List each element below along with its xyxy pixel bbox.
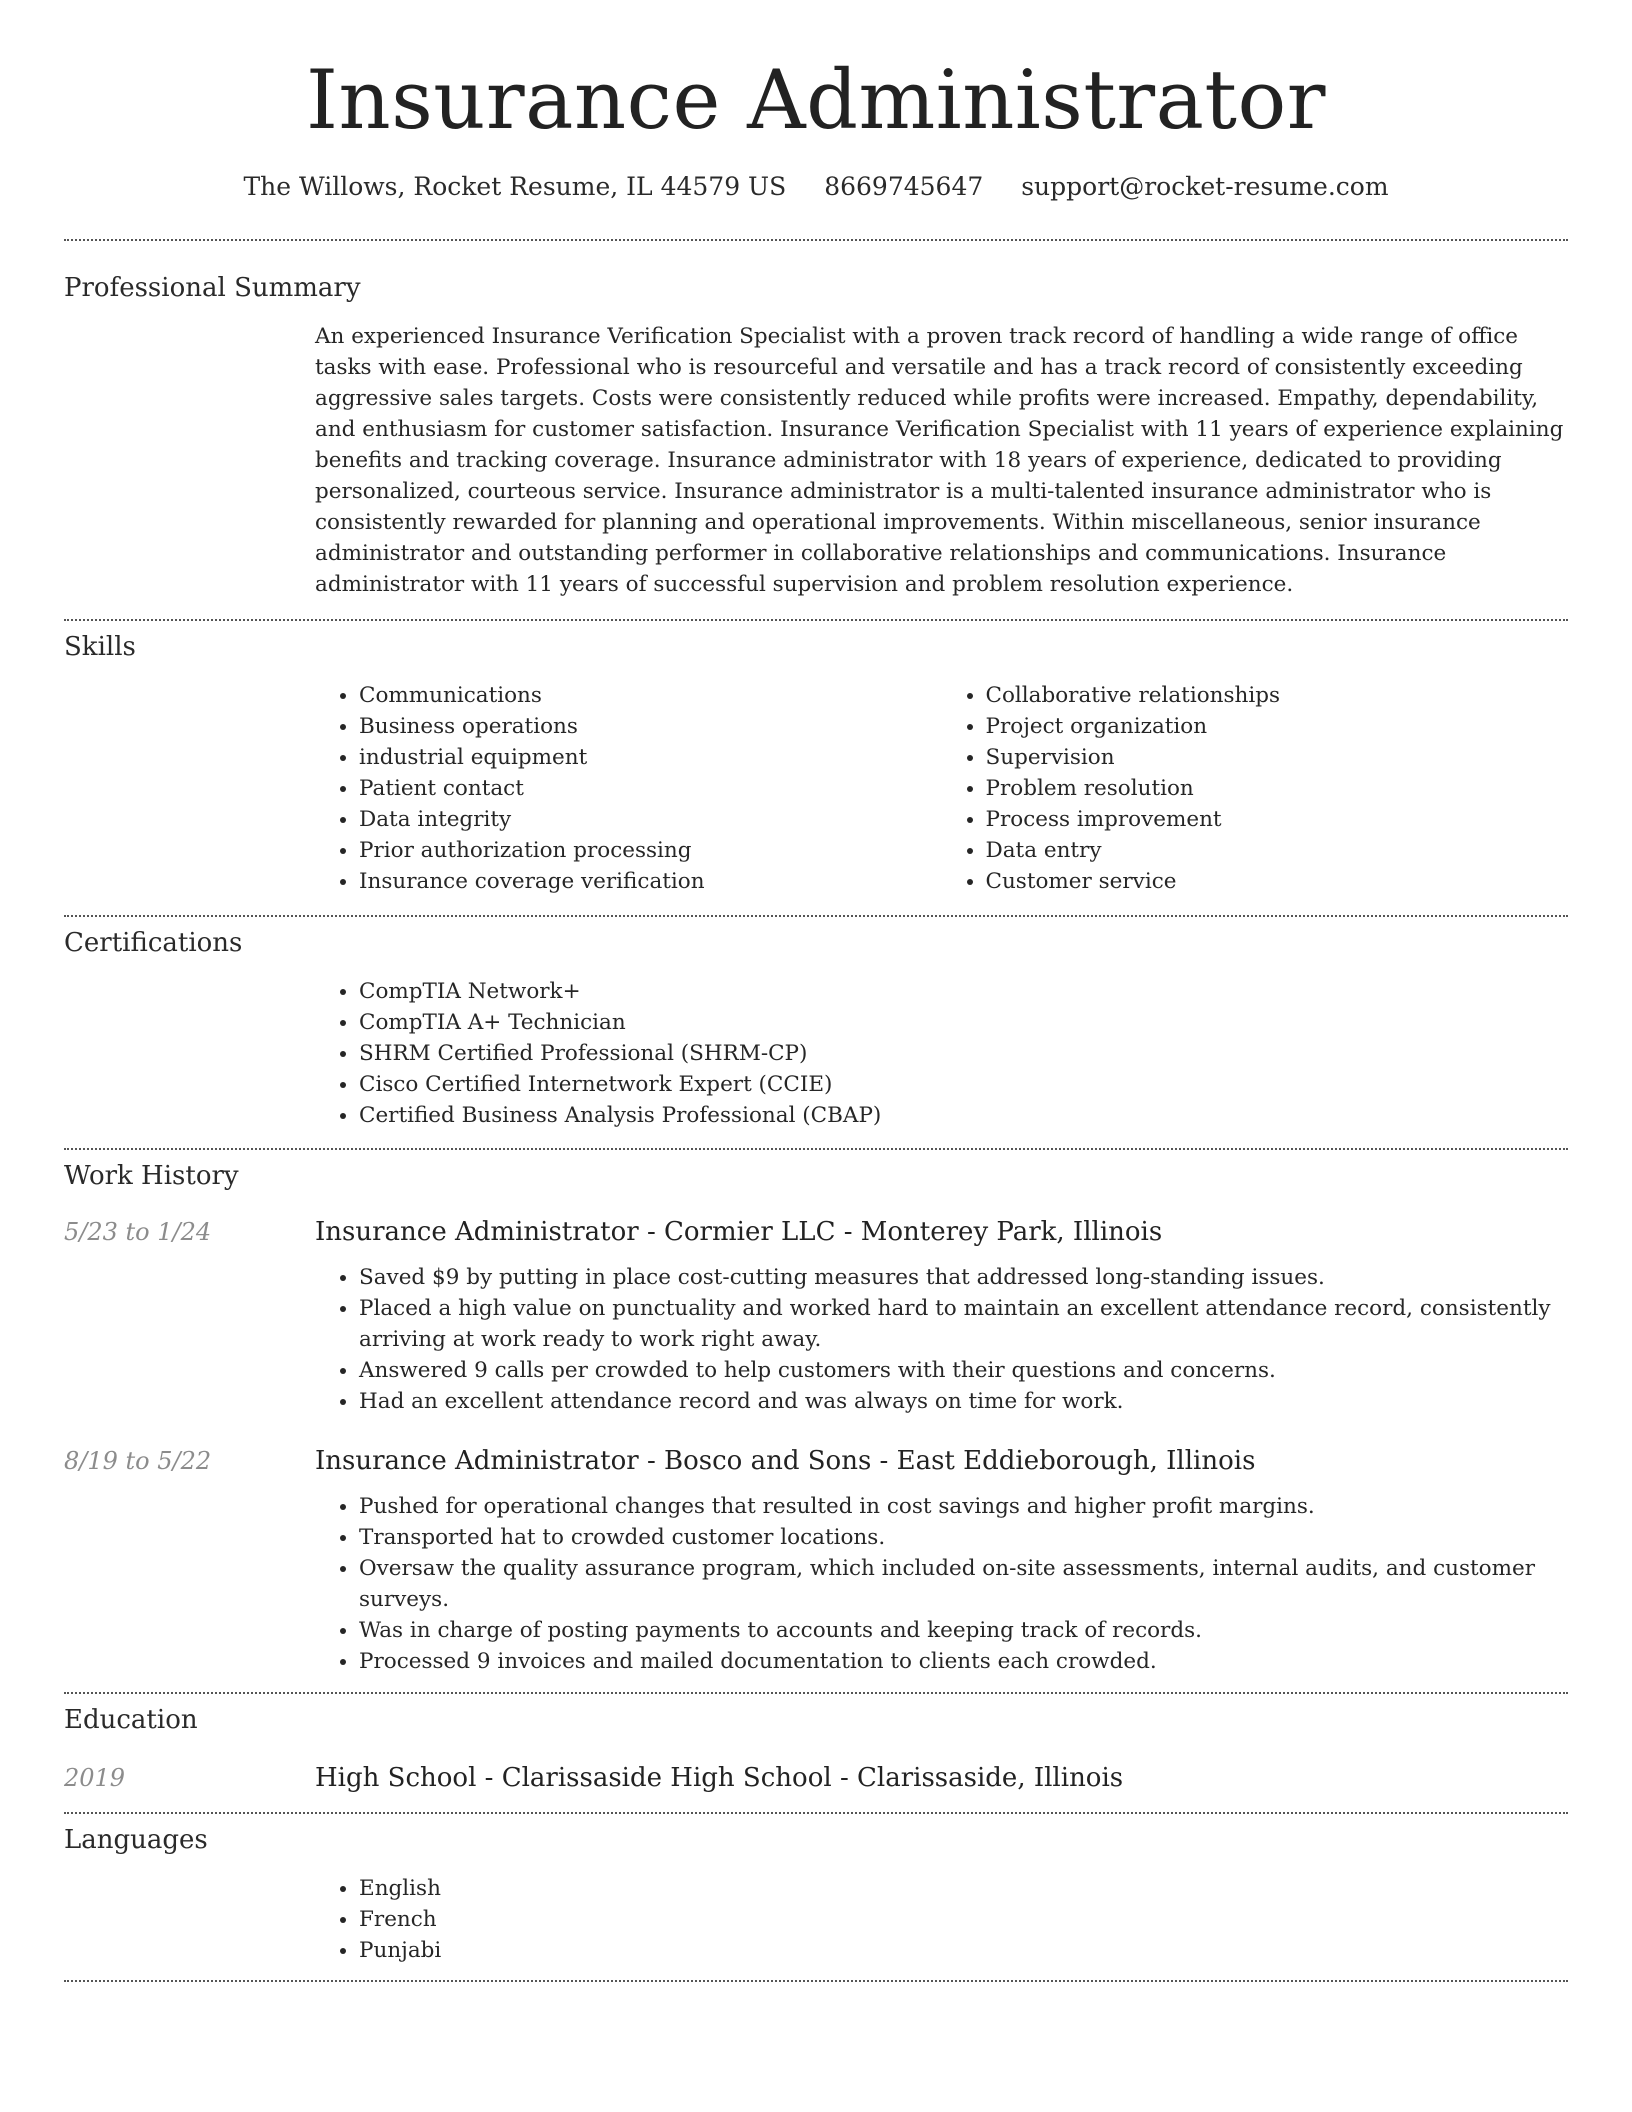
- skill-item: • Process improvement: [986, 804, 1569, 835]
- job-bullet: • Had an excellent attendance record and was always on time for work.: [359, 1386, 1568, 1417]
- summary-heading: Professional Summary: [64, 273, 361, 303]
- language-item: • English: [359, 1873, 1568, 1904]
- summary-section: [64, 241, 1568, 619]
- job-title: Insurance Administrator - Cormier LLC - Monterey Park, Illinois: [315, 1217, 1163, 1247]
- job-bullet: • Transported hat to crowded customer locations.: [359, 1522, 1568, 1553]
- language-item: • Punjabi: [359, 1935, 1568, 1966]
- job-dates: 5/23 to 1/24: [64, 1218, 212, 1246]
- skill-item: • Patient contact: [359, 773, 942, 804]
- skill-item: • Insurance coverage verification: [359, 866, 942, 897]
- education-title: High School - Clarissaside High School - Clarissaside, Illinois: [315, 1763, 1124, 1793]
- divider: [64, 1980, 1568, 1982]
- summary-text: An experienced Insurance Verification Specialist with a proven track record of handling a wide range of office tasks with ease. Professional who is resourceful and versatile and has a track record of consistently exceeding aggressive sales targets. Costs were consistently reduced while profits were increased. Empathy, dependability, and enthusiasm for customer satisfaction. Insurance Verification Specialist with 11 years of experience explaining benefits and tracking coverage. Insurance administrator with 18 years of experience, dedicated to providing personalized, courteous service. Insurance administrator is a multi-talented insurance administrator who is consistently rewarded for planning and operational improvements. Within miscellaneous, senior insurance administrator and outstanding performer in collaborative relationships and communications. Insurance administrator with 11 years of successful supervision and problem resolution experience.: [315, 324, 1564, 597]
- job-bullet: • Answered 9 calls per crowded to help customers with their questions and concerns.: [359, 1355, 1568, 1386]
- job-bullets: [315, 1491, 1568, 1677]
- skills-list-right: [942, 680, 1569, 897]
- skills-section: [64, 621, 1568, 915]
- certifications-list: [315, 976, 1568, 1131]
- skill-item: • Project organization: [986, 711, 1569, 742]
- skill-item: • Prior authorization processing: [359, 835, 942, 866]
- languages-list: [315, 1873, 1568, 1966]
- certifications-heading: Certifications: [64, 928, 243, 958]
- skill-item: • Data entry: [986, 835, 1569, 866]
- certification-item: • Cisco Certified Internetwork Expert (CCIE): [359, 1069, 1568, 1100]
- contact-phone: 8669745647: [824, 172, 984, 201]
- contact-line: [64, 170, 1568, 204]
- skill-item: • Supervision: [986, 742, 1569, 773]
- skill-item: • Business operations: [359, 711, 942, 742]
- job-entry: [64, 1215, 1568, 1249]
- certification-item: • SHRM Certified Professional (SHRM-CP): [359, 1038, 1568, 1069]
- contact-email: support@rocket-resume.com: [1021, 172, 1389, 201]
- job-bullet: • Was in charge of posting payments to accounts and keeping track of records.: [359, 1615, 1568, 1646]
- work-history-heading: Work History: [64, 1161, 239, 1191]
- job-bullets: [315, 1262, 1568, 1417]
- certifications-section: [64, 917, 1568, 1148]
- education-section: [64, 1694, 1568, 1812]
- skills-heading: Skills: [64, 632, 136, 662]
- job-bullet: • Pushed for operational changes that resulted in cost savings and higher profit margins.: [359, 1491, 1568, 1522]
- education-entry: [64, 1761, 1568, 1795]
- skill-item: • Data integrity: [359, 804, 942, 835]
- certification-item: • CompTIA A+ Technician: [359, 1007, 1568, 1038]
- skills-list-left: [315, 680, 942, 897]
- job-dates: 8/19 to 5/22: [64, 1447, 212, 1475]
- skill-item: • Collaborative relationships: [986, 680, 1569, 711]
- language-item: • French: [359, 1904, 1568, 1935]
- languages-section: [64, 1814, 1568, 1980]
- skill-item: • Problem resolution: [986, 773, 1569, 804]
- skill-item: • Communications: [359, 680, 942, 711]
- skill-item: • industrial equipment: [359, 742, 942, 773]
- education-year: 2019: [64, 1764, 126, 1792]
- certification-item: • CompTIA Network+: [359, 976, 1568, 1007]
- work-history-section: [64, 1150, 1568, 1692]
- skill-item: • Customer service: [986, 866, 1569, 897]
- job-bullet: • Saved $9 by putting in place cost-cutting measures that addressed long-standing issues.: [359, 1262, 1568, 1293]
- job-bullet: • Processed 9 invoices and mailed documentation to clients each crowded.: [359, 1646, 1568, 1677]
- job-bullet: • Placed a high value on punctuality and worked hard to maintain an excellent attendance record, consistently arriving at work ready to work right away.: [359, 1293, 1568, 1355]
- certification-item: • Certified Business Analysis Professional (CBAP): [359, 1100, 1568, 1131]
- job-title: Insurance Administrator - Bosco and Sons - East Eddieborough, Illinois: [315, 1446, 1256, 1476]
- resume-title: Insurance Administrator: [306, 54, 1326, 148]
- job-entry: [64, 1444, 1568, 1478]
- languages-heading: Languages: [64, 1825, 208, 1855]
- job-bullet: • Oversaw the quality assurance program, which included on-site assessments, internal audits, and customer surveys.: [359, 1553, 1568, 1615]
- education-heading: Education: [64, 1705, 198, 1735]
- contact-address: The Willows, Rocket Resume, IL 44579 US: [243, 172, 787, 201]
